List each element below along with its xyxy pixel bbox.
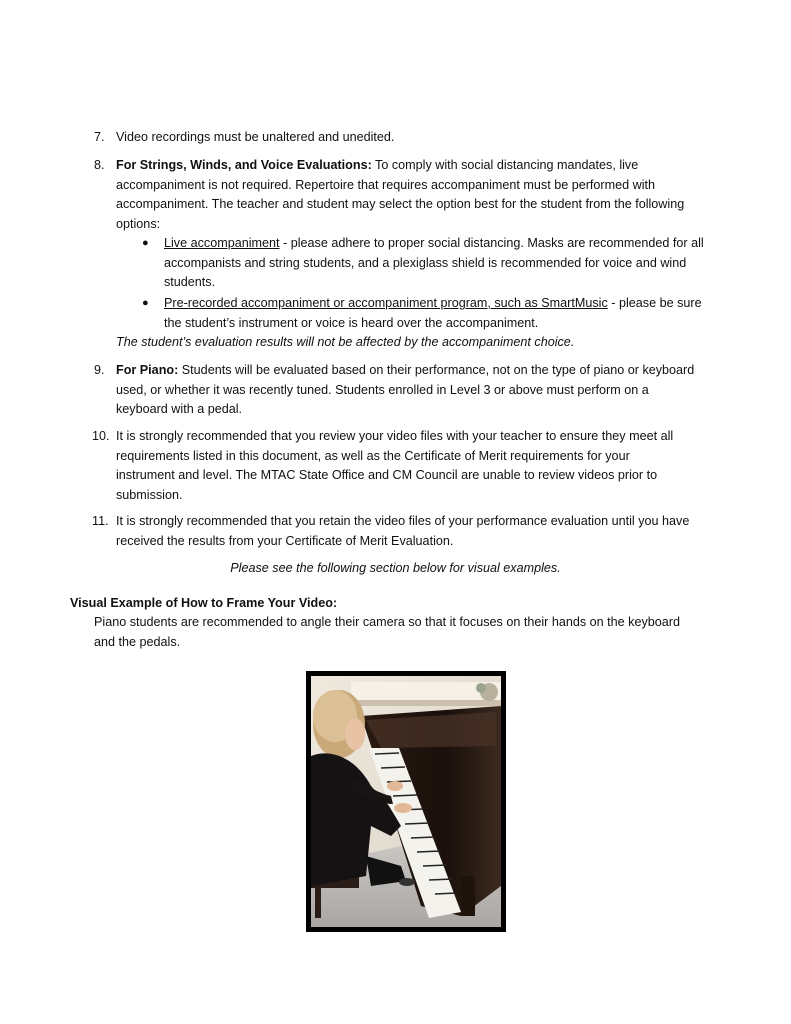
paragraph-line: Piano students are recommended to angle their camera so that it focuses on their hands on the keyboard bbox=[94, 615, 680, 629]
item-text: Video recordings must be unaltered and unedited. bbox=[116, 130, 395, 144]
piano-photo-frame bbox=[306, 671, 506, 932]
item-number: 10. bbox=[92, 429, 110, 443]
paragraph-line: and the pedals. bbox=[94, 634, 181, 649]
item-number: 11. bbox=[92, 514, 109, 528]
item-line: It is strongly recommended that you review your video files with your teacher to ensure they meet all bbox=[116, 429, 674, 443]
bullet-underlined: Pre-recorded accompaniment or accompaniment program, such as SmartMusic bbox=[164, 296, 608, 310]
bullet-icon: ● bbox=[142, 237, 149, 249]
bullet-line: - please be sure bbox=[607, 296, 702, 310]
section-paragraph bbox=[94, 613, 714, 652]
bullet-underlined: Live accompaniment bbox=[164, 236, 280, 250]
item-line: instrument and level. The MTAC State Office and CM Council are unable to review videos prior to bbox=[116, 468, 658, 483]
item-number: 8. bbox=[94, 158, 105, 172]
item-line: accompaniment. The teacher and student may select the option best for the student from the following bbox=[116, 197, 685, 212]
bullet-icon: ● bbox=[142, 297, 149, 309]
see-following-note: Please see the following section below for visual examples. bbox=[230, 561, 561, 575]
item-line: options: bbox=[116, 216, 161, 231]
item-text bbox=[116, 156, 726, 234]
bullet-line: the student’s instrument or voice is heard over the accompaniment. bbox=[164, 315, 539, 330]
item-label: For Strings, Winds, and Voice Evaluations: bbox=[116, 158, 372, 172]
section-heading: Visual Example of How to Frame Your Video: bbox=[70, 596, 338, 610]
item-number: 9. bbox=[94, 363, 105, 377]
item-line: submission. bbox=[116, 487, 183, 502]
item-text bbox=[116, 512, 726, 551]
item-line: received the results from your Certificate of Merit Evaluation. bbox=[116, 533, 454, 548]
item-text bbox=[116, 427, 726, 505]
item-text bbox=[116, 361, 726, 420]
bullet-text bbox=[164, 294, 724, 333]
piano-player-photo bbox=[311, 676, 501, 927]
bullet-line: accompanists and string students, and a plexiglass shield is recommended for voice and wind bbox=[164, 255, 687, 270]
item-line: It is strongly recommended that you retain the video files of your performance evaluation until you have bbox=[116, 514, 690, 528]
item-label: For Piano: bbox=[116, 363, 179, 377]
item-line: Students will be evaluated based on their performance, not on the type of piano or keyboard bbox=[181, 363, 695, 377]
item-number: 7. bbox=[94, 130, 105, 144]
item-line: used, or whether it was recently tuned. Students enrolled in Level 3 or above must perform on a bbox=[116, 382, 649, 397]
bullet-line: - please adhere to proper social distancing. Masks are recommended for all bbox=[279, 236, 704, 250]
bullet-line: students. bbox=[164, 275, 216, 290]
item-line: To comply with social distancing mandates, live bbox=[375, 158, 639, 172]
bullet-text bbox=[164, 234, 724, 293]
item-line: accompaniment is not required. Repertoire that requires accompaniment must be performed with bbox=[116, 177, 655, 192]
item-line: keyboard with a pedal. bbox=[116, 402, 243, 417]
accompaniment-note: The student’s evaluation results will not be affected by the accompaniment choice. bbox=[116, 335, 575, 349]
item-line: requirements listed in this document, as well as the Certificate of Merit requirements for your bbox=[116, 448, 630, 463]
